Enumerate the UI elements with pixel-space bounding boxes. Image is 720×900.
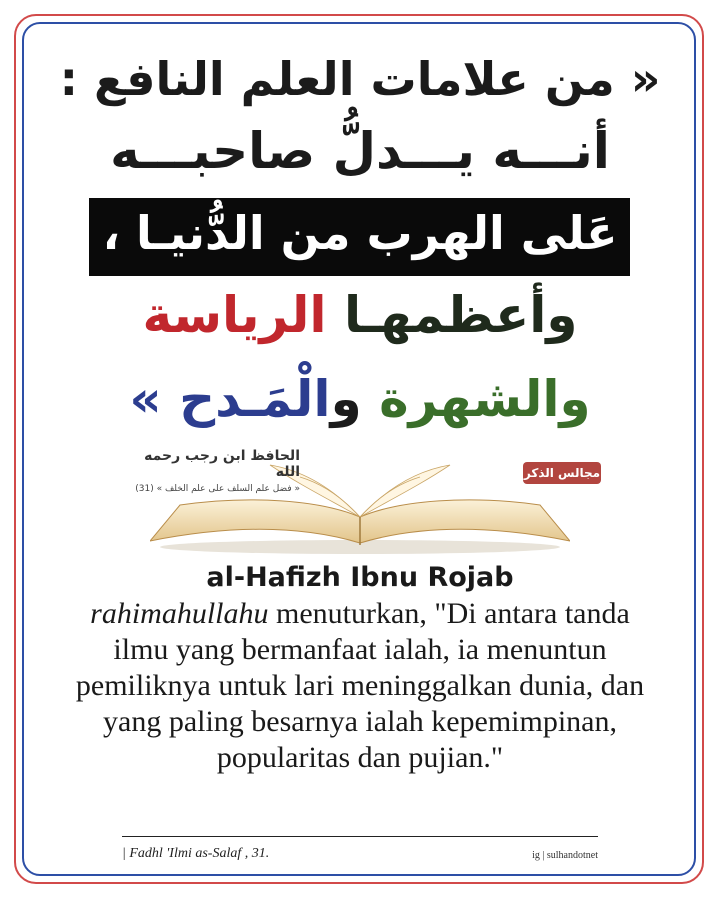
footer-credit: ig | sulhandotnet [532, 850, 598, 861]
arabic-word-greatest: وأعظمهـا [326, 286, 578, 344]
caption-honorific: rahimahullahu [90, 597, 269, 630]
source-citation-arabic: « فضل علم السلف على علم الخلف » (31) [135, 484, 300, 494]
arabic-word-leadership: الرياسة [142, 286, 327, 344]
arabic-heading-line-3: عَلى الهرب من الدُّنيـا ، [102, 206, 618, 260]
arabic-word-fame: والشهرة [361, 370, 591, 428]
translation-caption [60, 560, 660, 776]
author-attribution [130, 448, 300, 494]
arabic-word-praise: الْمَـدح » [129, 370, 331, 428]
arabic-heading-line-4 [0, 286, 720, 344]
arabic-heading-line-2: أنـــه يـــدلُّ صاحبـــه [110, 122, 610, 180]
caption-author-name: al-Hafizh Ibnu Rojab [206, 562, 514, 593]
footer-divider [122, 836, 598, 837]
majalis-dzikr-badge: مجالس الذكر [523, 462, 601, 484]
author-name-arabic: الحافظ ابن رجب رحمه الله [144, 448, 300, 480]
footer-reference: | Fadhl 'Ilmi as-Salaf , 31. [122, 846, 270, 861]
caption-body: menuturkan, "Di antara tanda ilmu yang bermanfaat ialah, ia menuntun pemiliknya untuk lari meninggalkan dunia, dan yang paling besarnya ialah kepemimpinan, popularitas dan pujian." [75, 597, 645, 774]
arabic-heading-line-5 [0, 370, 720, 428]
arabic-word-and: و [330, 370, 362, 428]
arabic-heading-line-1: « من علامات العلم النافع : [59, 52, 661, 106]
